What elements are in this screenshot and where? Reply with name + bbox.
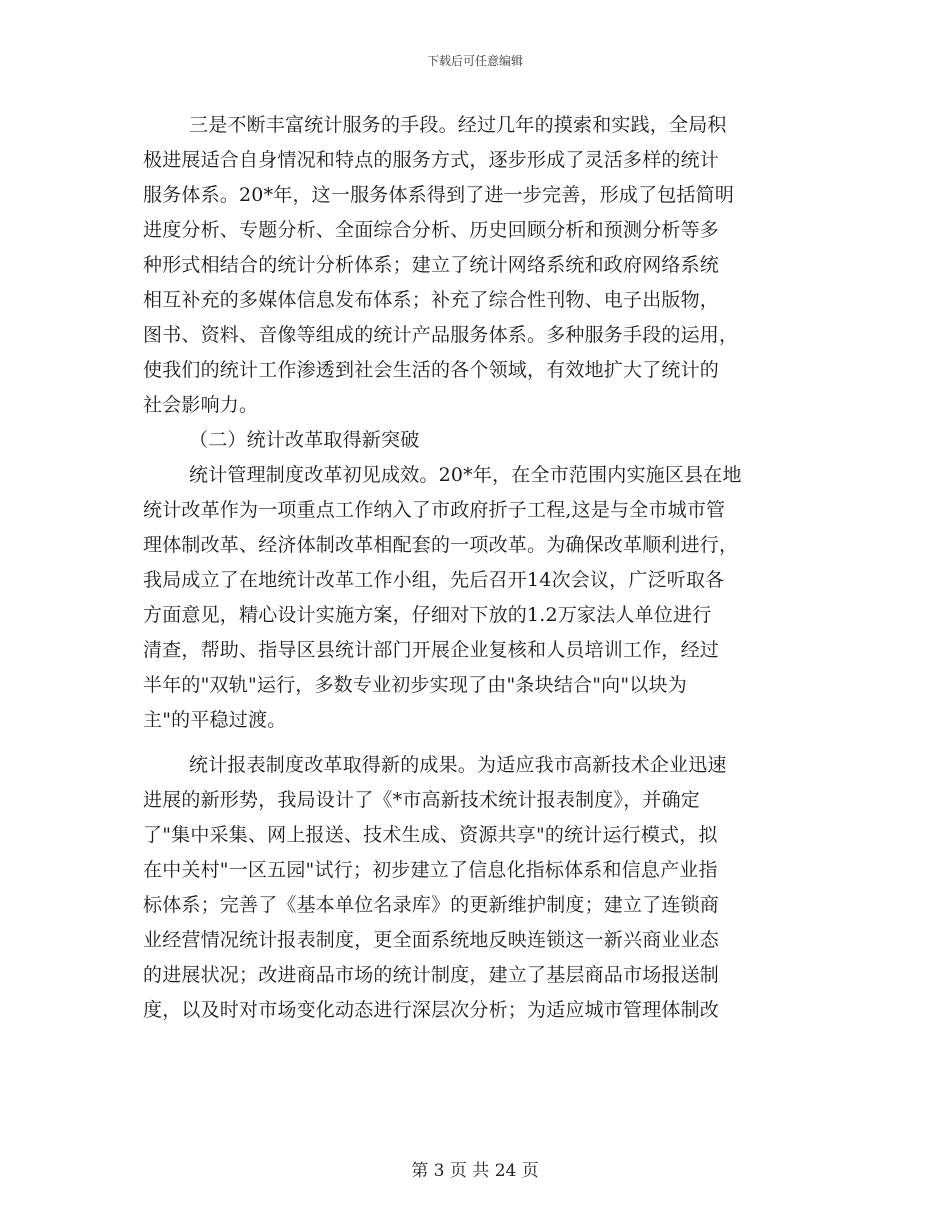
text-line: 社会影响力。 (143, 394, 259, 416)
page-footer: 第 3 页 共 24 页 (411, 1161, 539, 1181)
text-line: 我局成立了在地统计改革工作小组，先后召开14次会议，广泛听取各 (143, 569, 725, 591)
text-line: 清查，帮助、指导区县统计部门开展企业复核和人员培训工作，经过 (143, 639, 720, 661)
document-body (143, 108, 813, 1028)
text-line: 方面意见，精心设计实施方案，仔细对下放的1.2万家法人单位进行 (143, 604, 712, 626)
text-line: 主"的平稳过渡。 (143, 709, 287, 731)
text-line: 种形式相结合的统计分析体系；建立了统计网络系统和政府网络系统 (143, 254, 720, 276)
text-line: 进度分析、专题分析、全面综合分析、历史回顾分析和预测分析等多 (143, 219, 720, 241)
text-line: 半年的"双轨"运行，多数专业初步实现了由"条块结合"向"以块为 (143, 674, 687, 696)
paragraph-report-reform (143, 748, 813, 1028)
text-line: 度，以及时对市场变化动态进行深层次分析；为适应城市管理体制改 (143, 999, 720, 1021)
paragraph-service-means (143, 108, 813, 423)
text-line: 图书、资料、音像等组成的统计产品服务体系。多种服务手段的运用， (143, 324, 739, 346)
section-heading: （二）统计改革取得新突破 (189, 429, 420, 451)
text-line: 进展的新形势，我局设计了《*市高新技术统计报表制度》，并确定 (143, 789, 701, 811)
text-line: 服务体系。20*年，这一服务体系得到了进一步完善，形成了包括简明 (143, 184, 735, 206)
paragraph-gap (143, 738, 813, 748)
page-header: 下载后可任意编辑 (426, 54, 523, 68)
text-line: 了"集中采集、网上报送、技术生成、资源共享"的统计运行模式，拟 (143, 824, 718, 846)
text-line: 理体制改革、经济体制改革相配套的一项改革。为确保改革顺利进行， (143, 534, 739, 556)
text-line: 的进展状况；改进商品市场的统计制度，建立了基层商品市场报送制 (143, 964, 720, 986)
text-line: 业经营情况统计报表制度，更全面系统地反映连锁这一新兴商业业态 (143, 929, 720, 951)
text-line: 极进展适合自身情况和特点的服务方式，逐步形成了灵活多样的统计 (143, 149, 720, 171)
text-line: 在中关村"一区五园"试行；初步建立了信息化指标体系和信息产业指 (143, 859, 718, 881)
text-line: 统计报表制度改革取得新的成果。为适应我市高新技术企业迅速 (189, 754, 727, 776)
text-line: 统计管理制度改革初见成效。20*年，在全市范围内实施区县在地 (189, 464, 742, 486)
text-line: 使我们的统计工作渗透到社会生活的各个领域，有效地扩大了统计的 (143, 359, 720, 381)
text-line: 三是不断丰富统计服务的手段。经过几年的摸索和实践，全局积 (189, 114, 727, 136)
paragraph-management-reform (143, 458, 813, 738)
text-line: 统计改革作为一项重点工作纳入了市政府折子工程,这是与全市城市管 (143, 499, 726, 521)
text-line: 标体系；完善了《基本单位名录库》的更新维护制度；建立了连锁商 (143, 894, 720, 916)
text-line: 相互补充的多媒体信息发布体系；补充了综合性刊物、电子出版物， (143, 289, 720, 311)
